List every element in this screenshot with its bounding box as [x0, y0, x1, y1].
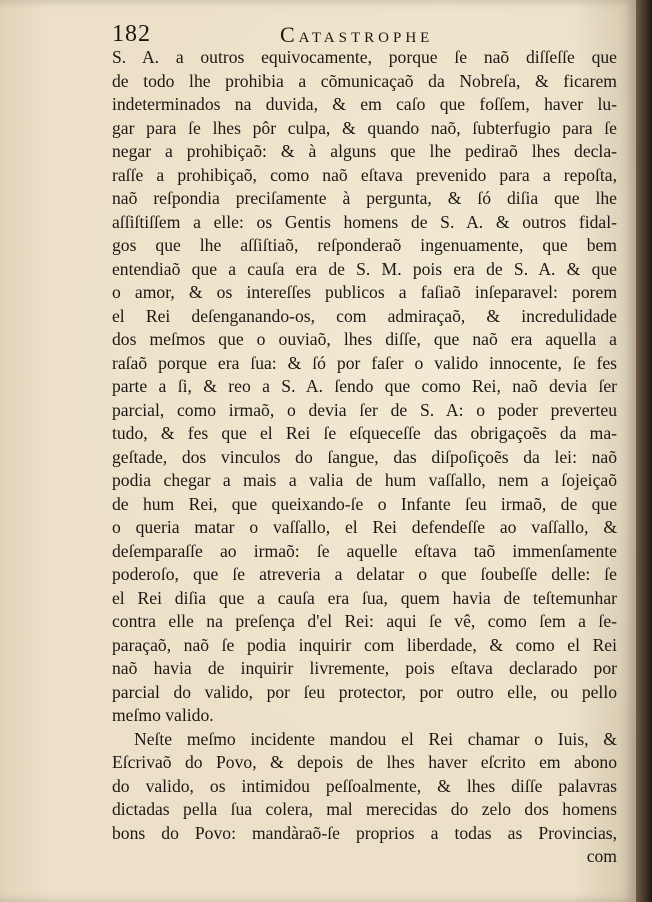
text-line: contra elle na preſença d'el Rei: aqui ſe vê, como ſem a ſe-: [112, 611, 617, 631]
text-line: o queria matar o vaſſallo, el Rei defendeſſe ao vaſſallo, &: [112, 517, 617, 537]
text-line: gos que lhe aſſiſtiaõ, reſponderaõ ingenuamente, que bem: [112, 235, 617, 255]
text-line: poderoſo, que ſe atreveria a delatar o que ſoubeſſe delle: ſe: [112, 564, 617, 584]
text-line: podia chegar a mais a valia de hum vaſſallo, nem a ſojeiçaõ: [112, 470, 617, 490]
text-line: raſaõ porque era ſua: & ſó por faſer o valido innocente, ſe fes: [112, 352, 617, 373]
running-title: Catastrophe: [280, 22, 434, 47]
text-line: S. A. a outros equivocamente, porque ſe naõ diſſeſſe que: [112, 47, 617, 67]
text-line: naõ reſpondia preciſamente à pergunta, & ſó diſia que lhe: [112, 188, 617, 208]
text-line: de hum Rei, que queixando-ſe o Infante ſeu irmaõ, de que: [112, 493, 617, 514]
catchword: com: [586, 846, 617, 866]
text-line: paraçaõ, naõ ſe podia inquirir com liberdade, & como el Rei: [112, 634, 617, 655]
text-line: parcial do valido, por ſeu protector, por outro elle, ou pello: [112, 681, 617, 702]
text-line: gar para ſe lhes pôr culpa, & quando naõ, ſubterfugio para ſe: [112, 117, 617, 138]
text-line: el Rei deſenganando-os, com admiraçaõ, & incredulidade: [112, 305, 617, 326]
text-line: parcial, como irmaõ, o devia ſer de S. A: o poder preverteu: [112, 399, 617, 420]
text-line: dos meſmos que o ouviaõ, lhes diſſe, que naõ era aquella a: [112, 329, 617, 349]
text-line: tudo, & fes que el Rei ſe eſqueceſſe das obrigaçoẽs da ma-: [112, 423, 617, 443]
text-line: o amor, & os intereſſes publicos a faſiaõ inſeparavel: porem: [112, 282, 617, 302]
text-line: de todo lhe prohibia a cõmunicaçaõ da Nobreſa, & ficarem: [112, 70, 617, 91]
text-line: meſmo valido.: [112, 705, 214, 725]
text-line: do valido, os intimidou peſſoalmente, & lhes diſſe palavras: [112, 775, 617, 796]
text-line: aſſiſtiſſem a elle: os Gentis homens de S. A. & outros fidal-: [112, 211, 617, 232]
text-line: parte a ſi, & reo a S. A. ſendo que como Rei, naõ devia ſer: [112, 376, 617, 396]
text-line: Eſcrivaõ do Povo, & depois de lhes haver eſcrito em abono: [112, 752, 617, 772]
text-line: dictadas pella ſua colera, mal merecidas do zelo dos homens: [112, 799, 617, 819]
text-line: entendiaõ que a cauſa era de S. M. pois era de S. A. & que: [112, 258, 617, 279]
body-text: [112, 46, 617, 869]
text-line: negar a prohibiçaõ: & à alguns que lhe pediraõ lhes decla-: [112, 141, 617, 161]
text-line: bons do Povo: mandàraõ-ſe proprios a todas as Provincias,: [112, 822, 617, 843]
text-line: naõ havia de inquirir livremente, pois eſtava declarado por: [112, 658, 617, 678]
text-line: geſtade, dos vinculos do ſangue, das diſpoſiçoẽs da lei: naõ: [112, 446, 617, 467]
book-spine: [636, 0, 652, 902]
text-line: indeterminados na duvida, & em caſo que foſſem, haver lu-: [112, 94, 617, 114]
text-line: raſſe a prohibiçaõ, como naõ eſtava prevenido para a repoſta,: [112, 164, 617, 185]
text-line: el Rei diſia que a cauſa era ſua, quem havia de teſtemunhar: [112, 587, 617, 608]
text-line: Neſte meſmo incidente mandou el Rei chamar o Iuis, &: [134, 728, 617, 749]
text-line: deſemparaſſe ao irmaõ: ſe aquelle eſtava taõ immenſamente: [112, 540, 617, 561]
page-header: [112, 18, 617, 48]
page-number: 182: [112, 21, 151, 47]
